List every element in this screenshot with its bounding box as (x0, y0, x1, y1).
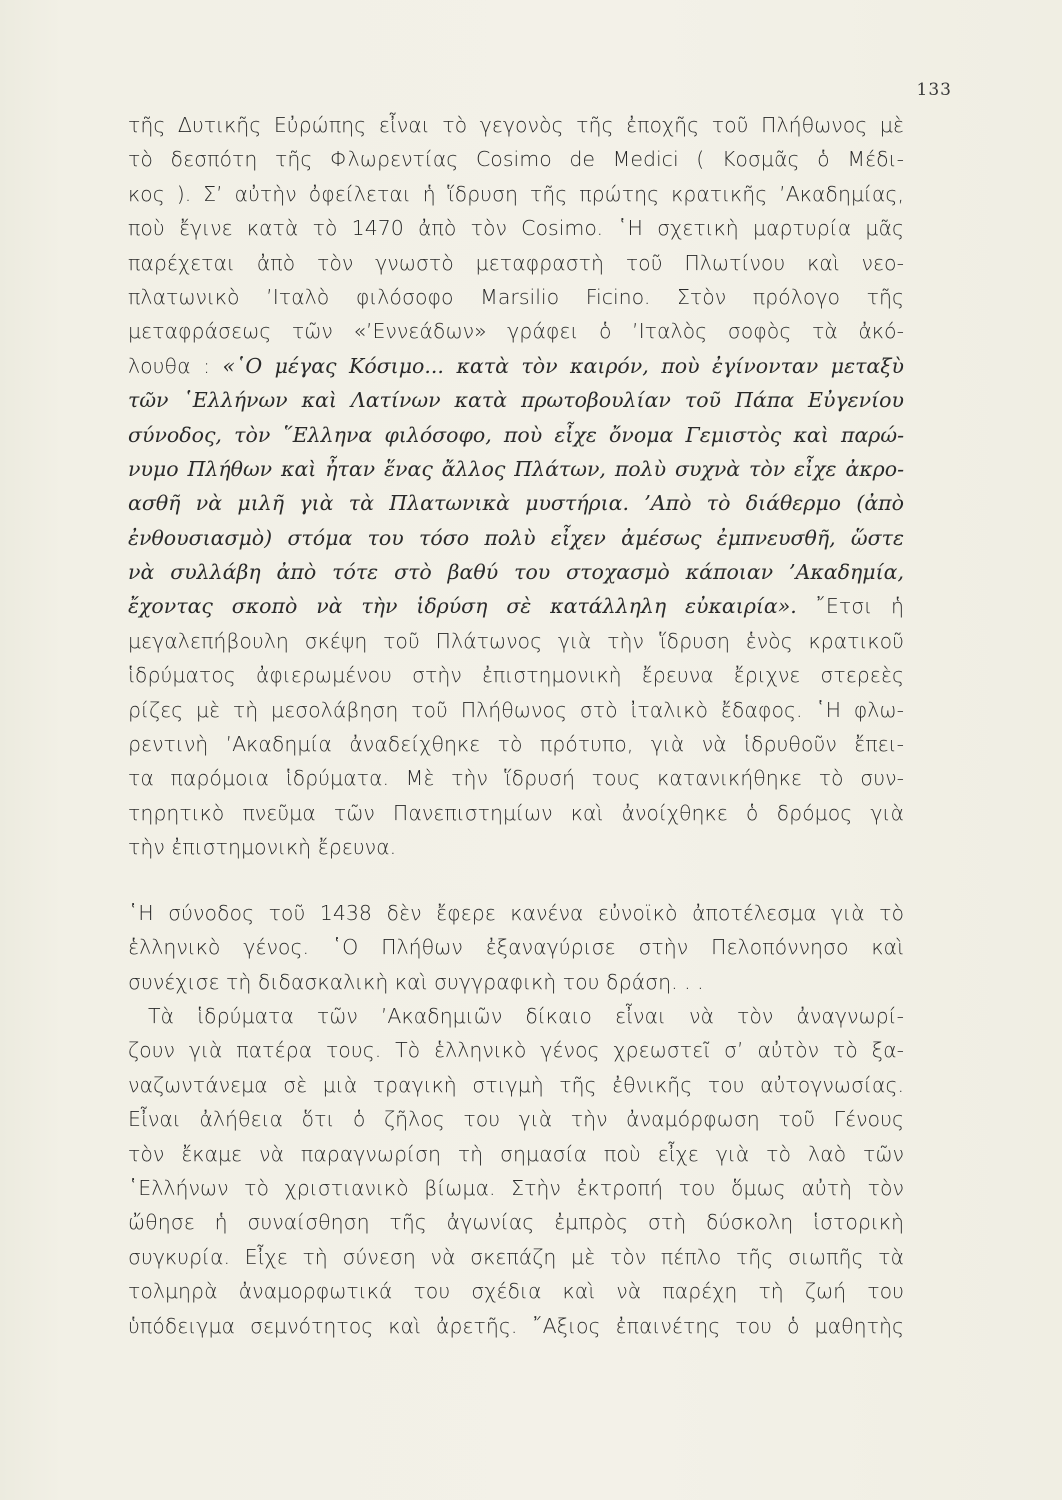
quote-line: σύνοδος, τὸν ῞Ελληνα φιλόσοφο, ποὺ εἶχε ὄνομα Γεμιστὸς καὶ παρώ- (128, 422, 904, 447)
quote-line: τῶν ῾Ελλήνων καὶ Λατίνων κατὰ πρωτοβουλίαν τοῦ Πάπα Εὐγενίου (128, 388, 904, 413)
text-line: τηρητικὸ πνεῦμα τῶν Πανεπιστημίων καὶ ἀνοίχθηκε ὁ δρόμος γιὰ (128, 800, 904, 825)
text-line: ἔχοντας σκοπὸ νὰ τὴν ἱδρύση σὲ κατάλληλη εὐκαιρία». ῎Ετσι ἡ (128, 594, 904, 619)
text-line: συγκυρία. Εἶχε τὴ σύνεση νὰ σκεπάζη μὲ τὸν πέπλο τῆς σιωπῆς τὰ (128, 1244, 904, 1269)
text-line: παρέχεται ἀπὸ τὸν γνωστὸ μεταφραστὴ τοῦ Πλωτίνου καὶ νεο- (128, 250, 904, 275)
text-line: συνέχισε τὴ διδασκαλικὴ καὶ συγγραφικὴ του δράση. . . (128, 969, 704, 994)
quote-line: ασθῆ νὰ μιλῆ γιὰ τὰ Πλατωνικὰ μυστήρια. ’Απὸ τὸ διάθερμο (ἀπὸ (128, 491, 904, 516)
text-line: τολμηρὰ ἀναμορφωτικά του σχέδια καὶ νὰ παρέχη τὴ ζωή του (128, 1279, 904, 1304)
text-line: τῆς Δυτικῆς Εὐρώπης εἶναι τὸ γεγονὸς τῆς ἐποχῆς τοῦ Πλήθωνος μὲ (128, 113, 904, 137)
text-line: τὸν ἔκαμε νὰ παραγνωρίση τὴ σημασία ποὺ εἶχε γιὰ τὸ λαὸ τῶν (128, 1141, 904, 1166)
quote-text: ἔχοντας σκοπὸ νὰ τὴν ἱδρύση σὲ κατάλληλη εὐκαιρία». (128, 594, 797, 619)
text-line: τὸ δεσπότη τῆς Φλωρεντίας Cosimo de Medici ( Κοσμᾶς ὁ Μέδι- (128, 147, 904, 172)
quote-line: ἐνθουσιασμὸ) στόμα του τόσο πολὺ εἶχεν ἀμέσως ἐμπνευσθῆ, ὥστε (128, 525, 904, 550)
text-line: ζουν γιὰ πατέρα τους. Τὸ ἑλληνικὸ γένος χρεωστεῖ σ’ αὐτὸν τὸ ξα- (128, 1038, 904, 1063)
text-line: ἱδρύματος ἀφιερωμένου στὴν ἐπιστημονικὴ ἔρευνα ἔριχνε στερεὲς (128, 663, 904, 688)
quote-text: «῾Ο μέγας Κόσιμο... κατὰ τὸν καιρόν, ποὺ ἐγίνονταν μεταξὺ (222, 353, 904, 378)
text-line: Τὰ ἱδρύματα τῶν ’Ακαδημιῶν δίκαιο εἶναι νὰ τὸν ἀναγνωρί- (148, 1004, 904, 1028)
text-line: ὑπόδειγμα σεμνότητος καὶ ἀρετῆς. ῎Αξιος ἐπαινέτης του ὁ μαθητὴς (128, 1313, 904, 1338)
text-line: πλατωνικὸ ’Ιταλὸ φιλόσοφο Marsilio Ficino. Στὸν πρόλογο τῆς (128, 284, 904, 309)
paragraph-1 (128, 108, 904, 865)
text-line: ῾Ελλήνων τὸ χριστιανικὸ βίωμα. Στὴν ἐκτροπή του ὅμως αὐτὴ τὸν (128, 1175, 904, 1200)
text-line: ναζωντάνεμα σὲ μιὰ τραγικὴ στιγμὴ τῆς ἐθνικῆς του αὐτογνωσίας. (128, 1072, 904, 1097)
paragraph-3 (128, 999, 904, 1343)
quote-line: νυμο Πλήθων καὶ ἦταν ἕνας ἄλλος Πλάτων, πολὺ συχνὰ τὸν εἶχε ἀκρο- (128, 456, 904, 481)
quote-line: νὰ συλλάβη ἀπὸ τότε στὸ βαθύ του στοχασμὸ κάποιαν ’Ακαδημία, (128, 560, 904, 585)
text-line: ρεντινὴ ’Ακαδημία ἀναδείχθηκε τὸ πρότυπο, γιὰ νὰ ἱδρυθοῦν ἔπει- (128, 732, 904, 757)
text-line: μεγαλεπήβουλη σκέψη τοῦ Πλάτωνος γιὰ τὴν ἵδρυση ἑνὸς κρατικοῦ (128, 628, 904, 653)
text-line: κος ). Σ’ αὐτὴν ὀφείλεται ἡ ἵδρυση τῆς πρώτης κρατικῆς ’Ακαδημίας, (128, 181, 904, 206)
paragraph-2 (128, 896, 904, 999)
text-line: ἑλληνικὸ γένος. ῾Ο Πλήθων ἐξαναγύρισε στὴν Πελοπόννησο καὶ (128, 935, 904, 960)
text-line: ὤθησε ἡ συναίσθηση τῆς ἀγωνίας ἐμπρὸς στὴ δύσκολη ἱστορικὴ (128, 1210, 904, 1235)
text-line: ῾Η σύνοδος τοῦ 1438 δὲν ἔφερε κανένα εὐνοϊκὸ ἀποτέλεσμα γιὰ τὸ (128, 901, 904, 925)
text-line: τὴν ἐπιστημονικὴ ἔρευνα. (128, 835, 397, 860)
text-line: Εἶναι ἀλήθεια ὅτι ὁ ζῆλος του γιὰ τὴν ἀναμόρφωση τοῦ Γένους (128, 1107, 904, 1132)
text-line: μεταφράσεως τῶν «’Εννεάδων» γράφει ὁ ’Ιταλὸς σοφὸς τὰ ἀκό- (128, 319, 904, 344)
page-number: 133 (916, 80, 952, 100)
text-line: ποὺ ἔγινε κατὰ τὸ 1470 ἀπὸ τὸν Cosimo. ῾Η σχετικὴ μαρτυρία μᾶς (128, 216, 904, 241)
text-line: ρίζες μὲ τὴ μεσολάβηση τοῦ Πλήθωνος στὸ ἰταλικὸ ἔδαφος. ῾Η φλω- (128, 697, 904, 722)
text-line: τα παρόμοια ἱδρύματα. Μὲ τὴν ἵδρυσή τους κατανικήθηκε τὸ συν- (128, 766, 904, 791)
text-line: λουθα : «῾Ο μέγας Κόσιμο... κατὰ τὸν καιρόν, ποὺ ἐγίνονταν μεταξὺ (128, 353, 904, 378)
